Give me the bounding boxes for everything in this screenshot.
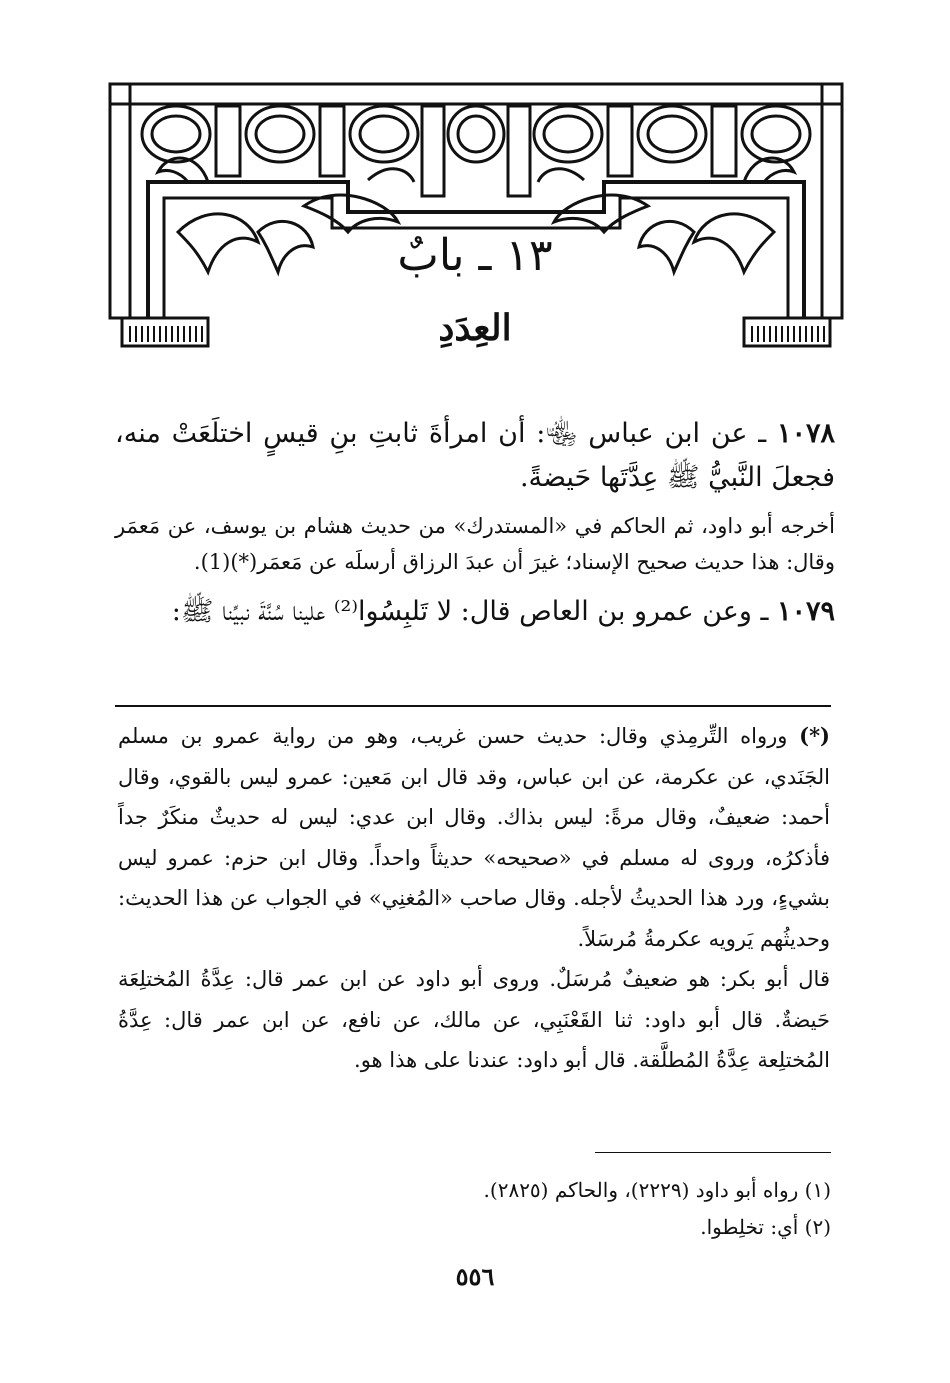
hadith-1079	[115, 590, 835, 634]
hadith-number: ١٠٧٩	[776, 596, 835, 627]
takhrij-paragraph: أخرجه أبو داود، ثم الحاكم في «المستدرك» من حديث هشام بن يوسف، عن مَعمَر وقال: هذا حديث صحيح الإسناد؛ غيرَ أن عبدَ الرزاق أرسلَه عن مَعمَر(*)(1).	[115, 514, 835, 574]
editor-notes	[118, 716, 830, 1081]
chapter-title: ١٣ ـ بابٌ	[397, 230, 553, 281]
page-number: ٥٥٦	[455, 1262, 495, 1291]
hadith-1078	[115, 412, 835, 500]
footnotes	[300, 1172, 831, 1246]
note-paragraph: قال أبو بكر: هو ضعيفٌ مُرسَلٌ. وروى أبو داود عن ابن عمر قال: عِدَّةُ المُختلِعَة حَيضةٌ. قال أبو داود: ثنا القَعْنَبِي، عن مالك، عن نافع، عن ابن عمر قال: عِدَّةُ المُختلِعة عِدَّةُ المُطلَّقة. قال أبو داود: عندنا على هذا هو.	[118, 967, 830, 1072]
main-text	[115, 412, 835, 634]
chapter-subtitle: العِدَدِ	[438, 307, 512, 349]
hadith-text: ـ وعن عمرو بن العاص قال: لا تَلبِسُوا⁽²⁾ علينا سُنَّةَ نبيِّنا ﷺ:	[171, 596, 777, 627]
footnote-divider	[595, 1152, 831, 1153]
note-star-marker: (*)	[799, 723, 830, 748]
hadith-text: ـ عن ابن عباس ﵄: أن امرأةَ ثابتِ بنِ قيسٍ اختلَعَتْ منه، فجعلَ النَّبيُّ ﷺ عِدَّتَها حَيضةً.	[115, 418, 835, 493]
note-text: ورواه التِّرمِذي وقال: حديث حسن غريب، وهو من رواية عمرو بن مسلم الجَنَدي، عن عكرمة، عن ابن عباس، وقد قال ابن مَعين: عمرو ليس بالقوي، وقال أحمد: ضعيفٌ، وقال مرةً: ليس بذاك. وقال ابن عدي: ليس له حديثٌ منكَرٌ جداً فأذكرُه، وروى له مسلم في «صحيحه» حديثاً واحداً. وقال ابن حزم: عمرو ليس بشيءٍ، ورد هذا الحديثُ لأجله. وقال صاحب «المُغنِي» في الجواب عن هذا الحديث: وحديثُهم يَرويه عكرمةُ مُرسَلاً.	[118, 724, 830, 951]
footnote-2: (٢) أي: تخلِطوا.	[700, 1215, 831, 1239]
notes-divider	[115, 705, 831, 707]
footnote-1: (١) رواه أبو داود (٢٢٢٩)، والحاكم (٢٨٢٥).	[483, 1178, 831, 1202]
hadith-number: ١٠٧٨	[776, 418, 835, 449]
note-paragraph	[118, 716, 830, 959]
